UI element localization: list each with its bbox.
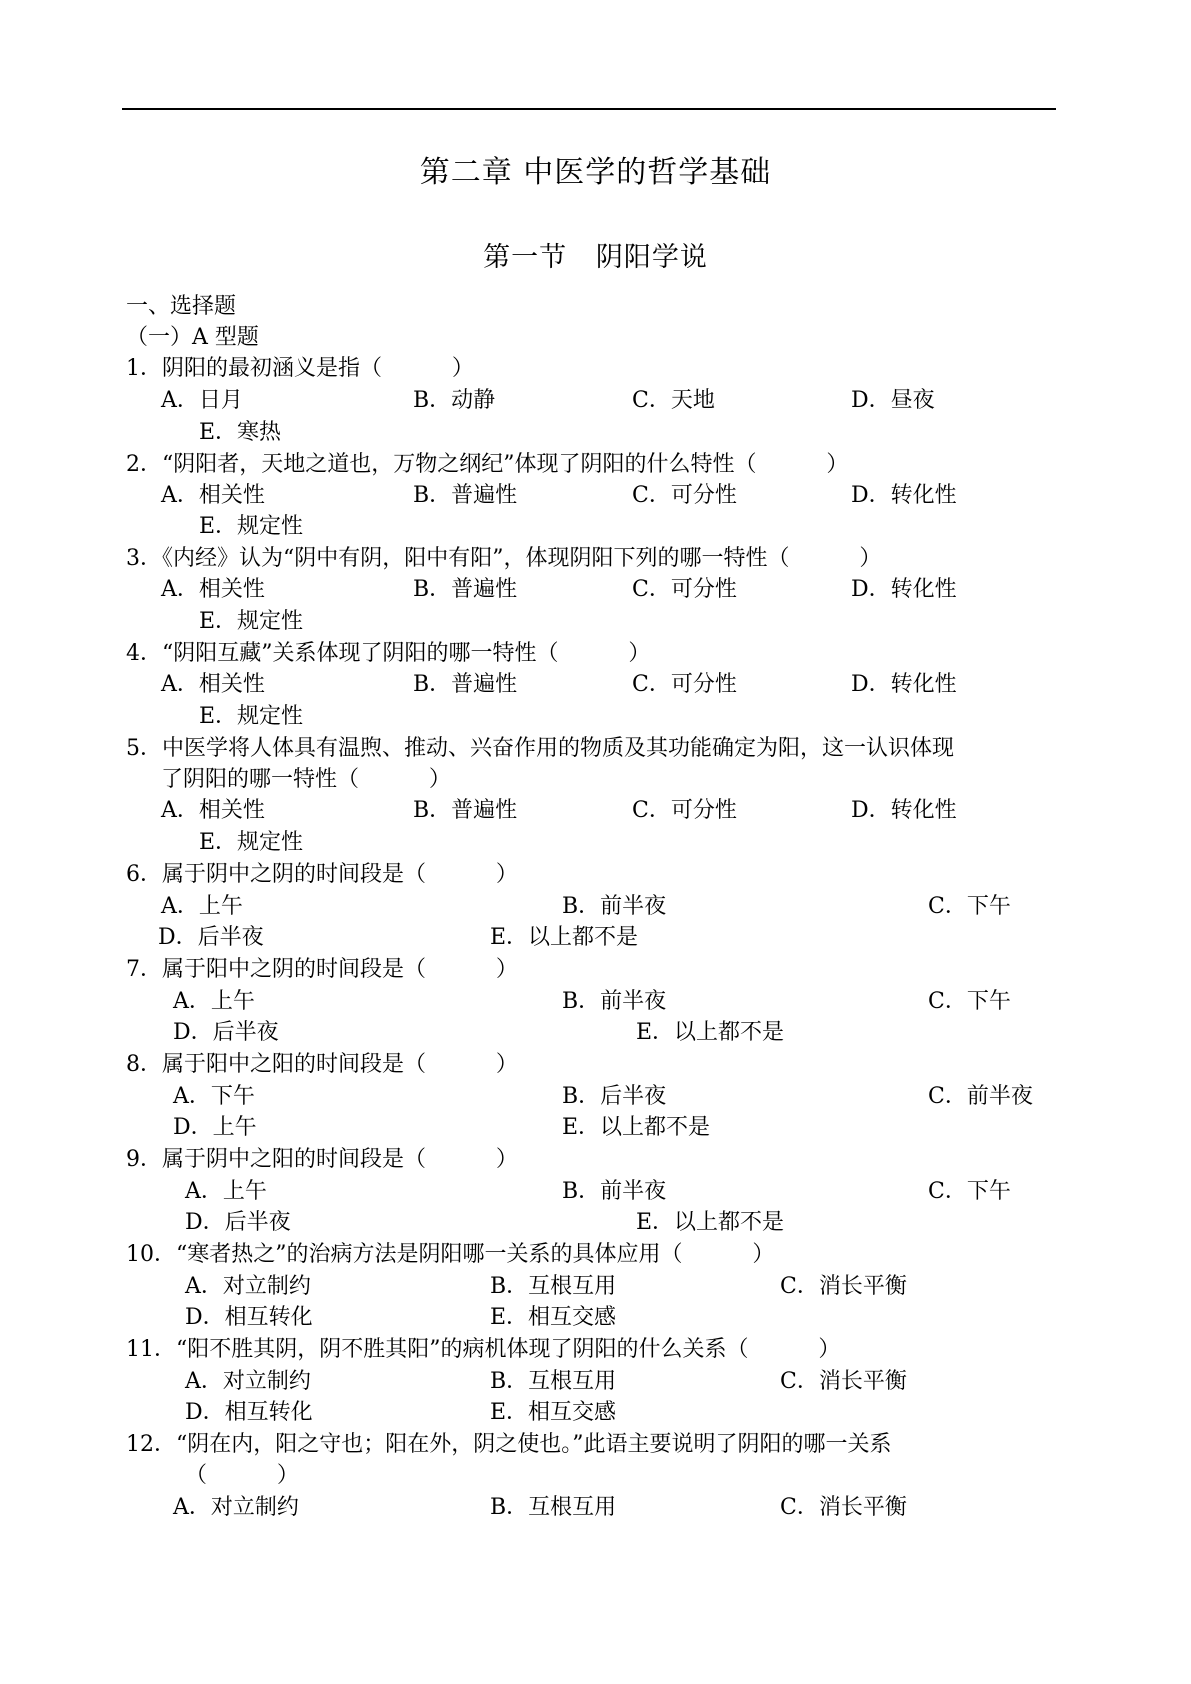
question-4-option-c: C．可分性 <box>632 672 737 697</box>
question-7-stem: 7．属于阳中之阴的时间段是（ ） <box>126 957 518 982</box>
question-2-option-a: A．相关性 <box>161 483 265 508</box>
question-2-stem: 2．“阴阳者，天地之道也，万物之纲纪”体现了阴阳的什么特性（ ） <box>126 452 849 477</box>
question-3-option-d: D．转化性 <box>851 577 957 602</box>
question-11-option-d: D．相互转化 <box>185 1400 313 1425</box>
question-11-option-e: E．相互交感 <box>490 1400 617 1425</box>
question-8-option-b: B．后半夜 <box>562 1084 667 1109</box>
section-title: 第一节 阴阳学说 <box>483 242 708 273</box>
question-9-option-e: E．以上都不是 <box>636 1210 785 1235</box>
question-1-option-c: C．天地 <box>632 388 715 413</box>
question-5-option-d: D．转化性 <box>851 798 957 823</box>
question-11-option-c: C．消长平衡 <box>780 1369 907 1394</box>
question-12-stem: 12．“阴在内，阳之守也；阳在外，阴之使也。”此语主要说明了阴阳的哪一关系 <box>126 1432 892 1457</box>
question-1-option-d: D．昼夜 <box>851 388 935 413</box>
question-1-option-a: A．日月 <box>161 388 243 413</box>
question-3-option-b: B．普遍性 <box>413 577 518 602</box>
question-11-option-b: B．互根互用 <box>490 1369 617 1394</box>
question-2-option-b: B．普遍性 <box>413 483 518 508</box>
question-10-option-b: B．互根互用 <box>490 1274 617 1299</box>
question-6-option-a: A．上午 <box>161 894 243 919</box>
question-5-stem: 5．中医学将人体具有温煦、推动、兴奋作用的物质及其功能确定为阳，这一认识体现 <box>126 736 954 761</box>
question-8-option-c: C．前半夜 <box>928 1084 1033 1109</box>
question-8-stem: 8．属于阳中之阳的时间段是（ ） <box>126 1052 518 1077</box>
question-5-option-b: B．普遍性 <box>413 798 518 823</box>
question-10-option-a: A．对立制约 <box>185 1274 311 1299</box>
question-9-option-c: C．下午 <box>928 1179 1011 1204</box>
question-8-option-a: A．下午 <box>173 1084 255 1109</box>
question-3-stem: 3．《内经》认为“阴中有阴，阳中有阳”，体现阴阳下列的哪一特性（ ） <box>126 546 882 571</box>
question-3-option-a: A．相关性 <box>161 577 265 602</box>
question-8-option-d: D．上午 <box>173 1115 257 1140</box>
question-1-option-e: E．寒热 <box>199 420 282 445</box>
question-12-option-b: B．互根互用 <box>490 1495 617 1520</box>
question-11-stem: 11．“阳不胜其阴，阴不胜其阳”的病机体现了阴阳的什么关系（ ） <box>126 1337 841 1362</box>
question-4-option-e: E．规定性 <box>199 704 304 729</box>
part-heading: 一、选择题 <box>126 294 237 319</box>
question-6-option-d: D．后半夜 <box>158 925 264 950</box>
question-7-option-d: D．后半夜 <box>173 1020 279 1045</box>
question-2-option-e: E．规定性 <box>199 514 304 539</box>
header-rule <box>122 108 1056 110</box>
question-1-stem: 1．阴阳的最初涵义是指（ ） <box>126 356 474 381</box>
question-5-option-e: E．规定性 <box>199 830 304 855</box>
question-5-option-c: C．可分性 <box>632 798 737 823</box>
question-1-option-b: B．动静 <box>413 388 496 413</box>
question-7-option-b: B．前半夜 <box>562 989 667 1014</box>
question-6-stem: 6．属于阴中之阴的时间段是（ ） <box>126 862 518 887</box>
question-6-option-e: E．以上都不是 <box>490 925 639 950</box>
question-11-option-a: A．对立制约 <box>185 1369 311 1394</box>
question-4-option-b: B．普遍性 <box>413 672 518 697</box>
question-9-option-b: B．前半夜 <box>562 1179 667 1204</box>
question-6-option-c: C．下午 <box>928 894 1011 919</box>
question-8-option-e: E．以上都不是 <box>562 1115 711 1140</box>
question-7-option-c: C．下午 <box>928 989 1011 1014</box>
question-10-stem: 10．“寒者热之”的治病方法是阴阳哪一关系的具体应用（ ） <box>126 1242 775 1267</box>
chapter-title: 第二章 中医学的哲学基础 <box>419 155 772 190</box>
question-12-option-a: A．对立制约 <box>173 1495 299 1520</box>
question-5-stem-cont: 了阴阳的哪一特性（ ） <box>161 767 451 792</box>
question-7-option-e: E．以上都不是 <box>636 1020 785 1045</box>
question-4-option-d: D．转化性 <box>851 672 957 697</box>
question-5-option-a: A．相关性 <box>161 798 265 823</box>
question-12-option-c: C．消长平衡 <box>780 1495 907 1520</box>
question-7-option-a: A．上午 <box>173 989 255 1014</box>
question-3-option-c: C．可分性 <box>632 577 737 602</box>
question-9-stem: 9．属于阴中之阳的时间段是（ ） <box>126 1147 518 1172</box>
question-9-option-d: D．后半夜 <box>185 1210 291 1235</box>
question-10-option-d: D．相互转化 <box>185 1305 313 1330</box>
question-9-option-a: A．上午 <box>185 1179 267 1204</box>
question-2-option-d: D．转化性 <box>851 483 957 508</box>
question-10-option-c: C．消长平衡 <box>780 1274 907 1299</box>
question-4-stem: 4．“阴阳互藏”关系体现了阴阳的哪一特性（ ） <box>126 641 651 666</box>
sub-heading: （一）A 型题 <box>126 325 259 350</box>
question-10-option-e: E．相互交感 <box>490 1305 617 1330</box>
question-2-option-c: C．可分性 <box>632 483 737 508</box>
question-6-option-b: B．前半夜 <box>562 894 667 919</box>
question-12-stem-cont: （ ） <box>185 1463 299 1488</box>
question-4-option-a: A．相关性 <box>161 672 265 697</box>
question-3-option-e: E．规定性 <box>199 609 304 634</box>
